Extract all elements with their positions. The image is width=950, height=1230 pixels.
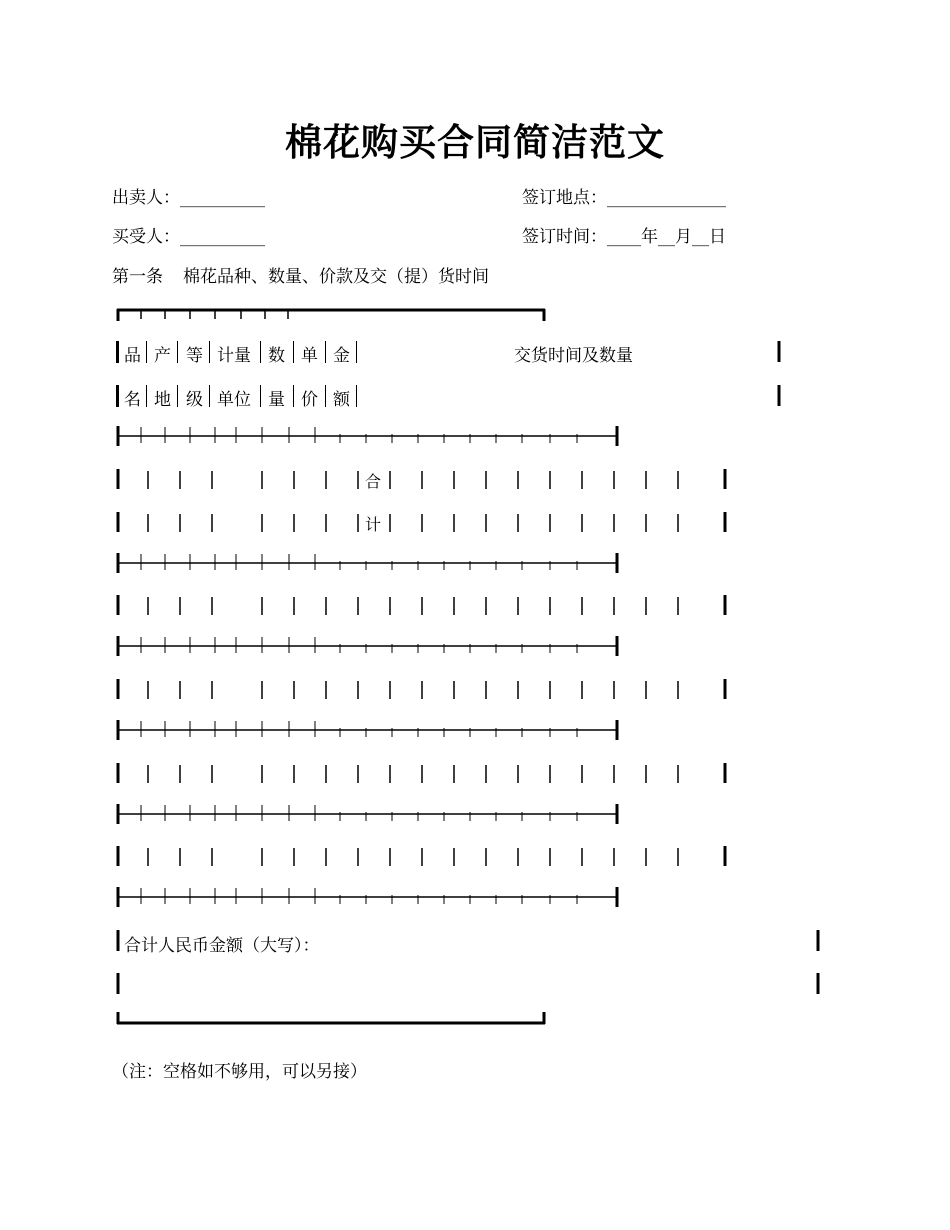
date-month-unit: 月	[675, 227, 692, 247]
place-blank: ______________	[607, 188, 726, 208]
header-cell: 单位	[217, 390, 251, 410]
date-day-unit: 日	[709, 227, 726, 247]
header-cell: 单	[301, 346, 318, 366]
buyer-blank: __________	[180, 227, 265, 247]
header-cell: 额	[333, 390, 350, 410]
total-amount-label: 合计人民币金额（大写）：	[124, 936, 320, 956]
article-1-text: 棉花品种、数量、价款及交（提）货时间	[183, 267, 489, 287]
header-cell: 级	[186, 390, 203, 410]
date-blank-day: __	[692, 227, 709, 247]
place-label: 签订地点：	[522, 188, 607, 208]
footnote: （注：空格如不够用，可以另接）	[112, 1062, 367, 1082]
header-cell: 名	[124, 390, 141, 410]
header-cell: 产	[154, 346, 171, 366]
header-cell: 价	[301, 390, 318, 410]
seller-label: 出卖人：	[112, 188, 180, 208]
buyer-label: 买受人：	[112, 227, 180, 247]
header-cell: 数	[268, 346, 285, 366]
header-cell: 等	[186, 346, 203, 366]
date-blank-month: __	[658, 227, 675, 247]
date-label: 签订时间：	[522, 227, 607, 247]
date-year-unit: 年	[641, 227, 658, 247]
seller-blank: __________	[180, 188, 265, 208]
article-1-number: 第一条	[112, 267, 163, 287]
header-cell: 量	[268, 390, 285, 410]
delivery-header: 交货时间及数量	[514, 346, 633, 366]
header-cell: 计量	[217, 346, 251, 366]
total-label-top: 合	[365, 472, 382, 491]
page-title: 棉花购买合同简洁范文	[285, 120, 665, 164]
total-label-bottom: 计	[365, 515, 382, 534]
header-cell: 品	[124, 346, 141, 366]
header-cell: 地	[154, 390, 171, 410]
header-cell: 金	[333, 346, 350, 366]
date-blank-year: ____	[607, 227, 641, 247]
